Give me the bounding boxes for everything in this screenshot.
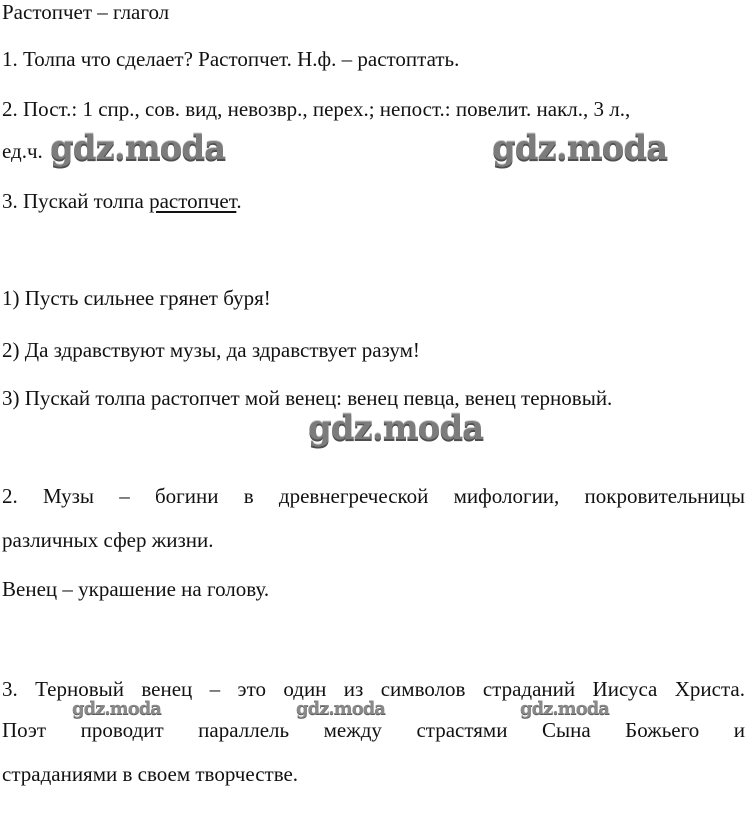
watermark-logo: gdz.moda	[492, 128, 668, 168]
muses-definition-line-1: 2. Музы – богини в древнегреческой мифологии, покровительницы	[2, 484, 745, 508]
paragraph-1-2b: ед.ч.	[2, 139, 43, 163]
sentence-2: 2) Да здравствуют музы, да здравствует разум!	[2, 338, 420, 362]
paragraph-1-2a: 2. Пост.: 1 спр., сов. вид, невозвр., перех.; непост.: повелит. накл., 3 л.,	[2, 97, 631, 121]
sentence-1: 1) Пусть сильнее грянет буря!	[2, 286, 271, 310]
sentence-suffix: .	[236, 189, 242, 213]
paragraph-1-1: 1. Толпа что сделает? Растопчет. Н.ф. – растоптать.	[2, 47, 460, 71]
watermark-logo: gdz.moda	[296, 698, 385, 719]
underlined-word: растопчет	[149, 189, 237, 213]
crown-definition: Венец – украшение на голову.	[2, 577, 270, 601]
thorn-crown-line-3: страданиями в своем творчестве.	[2, 762, 299, 786]
paragraph-1-3	[2, 189, 242, 213]
watermark-logo: gdz.moda	[520, 698, 609, 719]
heading-text: Растопчет – глагол	[2, 0, 170, 24]
watermark-logo: gdz.moda	[308, 408, 484, 448]
watermark-logo: gdz.moda	[50, 128, 226, 168]
thorn-crown-line-1: 3. Терновый венец – это один из символов страданий Иисуса Христа.	[2, 677, 745, 701]
muses-definition-line-2: различных сфер жизни.	[2, 528, 214, 552]
sentence-3: 3) Пускай толпа растопчет мой венец: венец певца, венец терновый.	[2, 386, 613, 410]
thorn-crown-line-2: Поэт проводит параллель между страстями Сына Божьего и	[2, 718, 745, 742]
watermark-logo: gdz.moda	[72, 698, 161, 719]
sentence-prefix: 3. Пускай толпа	[2, 189, 150, 213]
